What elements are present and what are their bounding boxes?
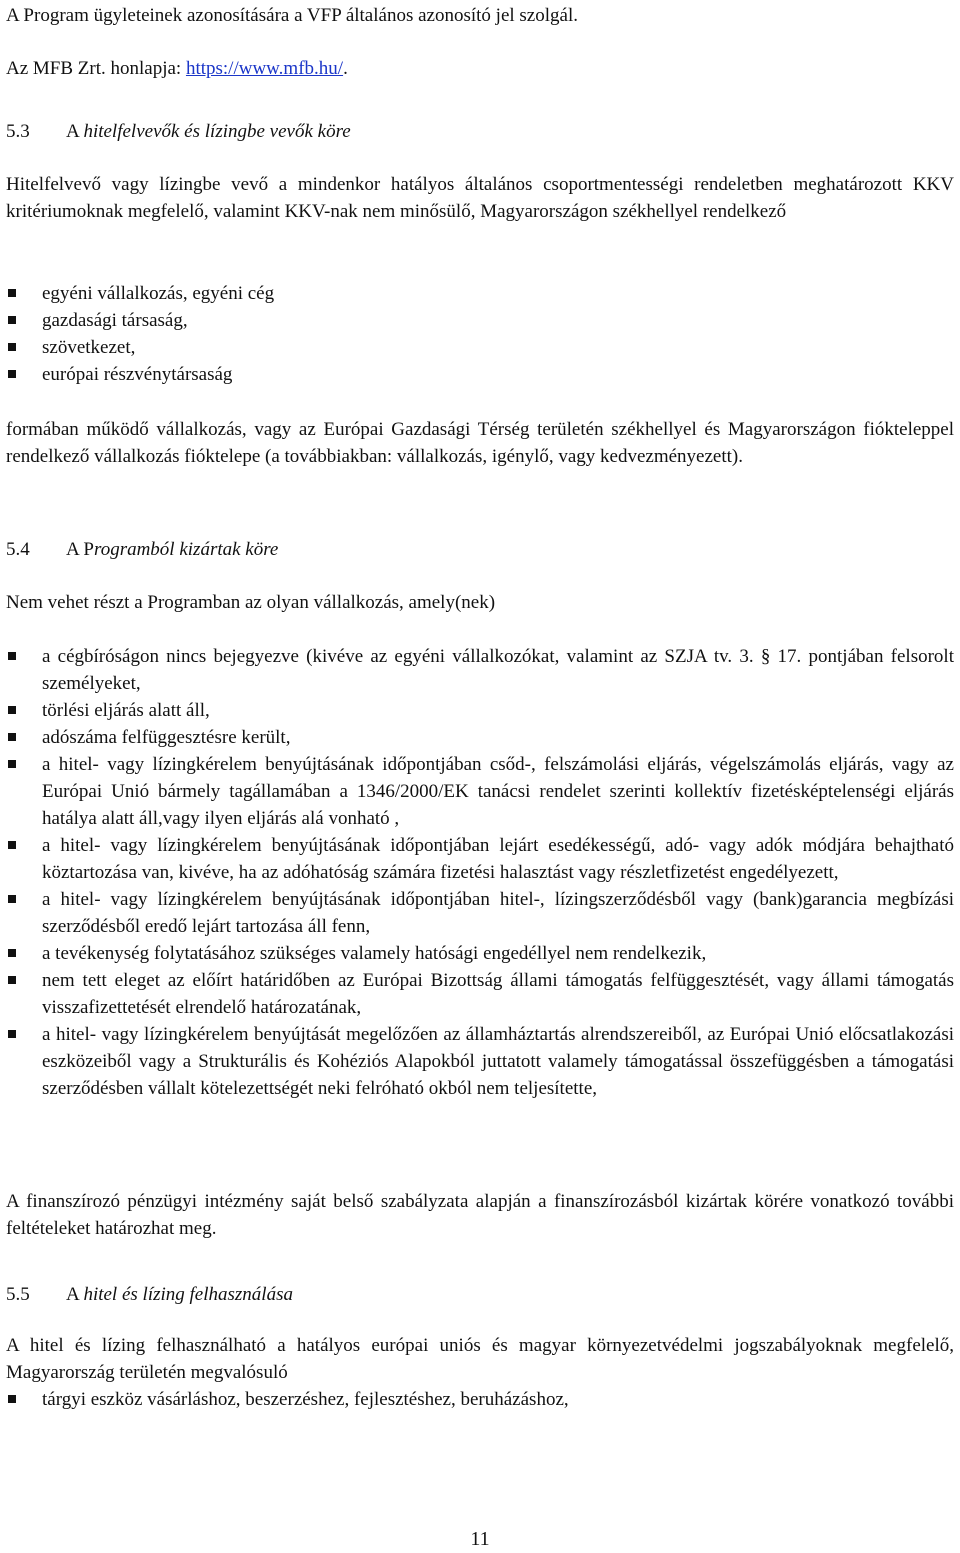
list-item: a hitel- vagy lízingkérelem benyújtásának időpontjában csőd-, felszámolási eljárás, végelszámolás eljárás, vagy az Európai Unió bármely tagállamában a 1346/2000/EK tanácsi rendelet szerinti kollektív fizetésképtelenségi eljárás hatálya alatt áll,vagy ilyen eljárás alá vonható ,: [6, 751, 954, 832]
list-item: európai részvénytársaság: [6, 361, 954, 388]
website-paragraph: [6, 55, 954, 82]
website-link[interactable]: https://www.mfb.hu/: [185, 58, 344, 79]
program-id-paragraph: [6, 2, 954, 29]
section-5-5-intro: A hitel és lízing felhasználható a hatályos európai uniós és magyar környezetvédelmi jogszabályoknak megfelelő, Magyarország területén megvalósuló: [6, 1335, 954, 1383]
section-5-3-closing: formában működő vállalkozás, vagy az Európai Gazdasági Térség területén székhellyel és Magyarországon fiókteleppel rendelkező vállalkozás fióktelepe (a továbbiakban: vállalkozás, igénylő, vagy kedvezményezett).: [6, 419, 954, 467]
program-id-text: A Program ügyleteinek azonosítására a VFP általános azonosító jel szolgál.: [6, 5, 578, 26]
list-item: a hitel- vagy lízingkérelem benyújtását megelőzően az államháztartás alrendszereiből, az Európai Unió előcsatlakozási eszközeiből vagy a Strukturális és Kohéziós Alapokból juttatott valamely támogatással összefüggésben a támogatási szerződésben vállalt kötelezettségét neki felróható okból nem teljesítette,: [6, 1021, 954, 1102]
section-number: 5.3: [6, 121, 30, 142]
section-title: A Programból kizártak köre: [66, 539, 279, 560]
website-prefix: Az MFB Zrt. honlapja:: [6, 58, 186, 79]
section-5-5-heading: [6, 1281, 954, 1308]
list-item: nem tett eleget az előírt határidőben az Európai Bizottság állami támogatás felfüggesztését, vagy állami támogatás visszafizettetését elrendelő határozatának,: [6, 967, 954, 1021]
list-item: a tevékenység folytatásához szükséges valamely hatósági engedéllyel nem rendelkezik,: [6, 940, 954, 967]
section-5-3-heading: [6, 118, 954, 145]
section-5-4-closing: A finanszírozó pénzügyi intézmény saját belső szabályzata alapján a finanszírozásból kizártak körére vonatkozó további feltételeket határozhat meg.: [6, 1191, 954, 1239]
website-suffix: .: [343, 58, 348, 79]
section-title: A hitel és lízing felhasználása: [66, 1284, 293, 1305]
section-title: A hitelfelvevők és lízingbe vevők köre: [66, 121, 351, 142]
list-item: tárgyi eszköz vásárláshoz, beszerzéshez, fejlesztéshez, beruházáshoz,: [6, 1386, 954, 1413]
list-item: szövetkezet,: [6, 334, 954, 361]
section-5-4-list: [6, 643, 954, 1102]
section-number: 5.4: [6, 539, 30, 560]
list-item: törlési eljárás alatt áll,: [6, 697, 954, 724]
section-5-3-intro: Hitelfelvevő vagy lízingbe vevő a mindenkor hatályos általános csoportmentességi rendeletben meghatározott KKV kritériumoknak megfelelő, valamint KKV-nak nem minősülő, Magyarországon székhellyel rendelkező: [6, 174, 954, 222]
list-item: egyéni vállalkozás, egyéni cég: [6, 280, 954, 307]
list-item: a hitel- vagy lízingkérelem benyújtásának időpontjában hitel-, lízingszerződésből vagy (bank)garancia megbízási szerződésből eredő lejárt tartozása áll fenn,: [6, 886, 954, 940]
page-number: 11: [470, 1528, 490, 1550]
section-5-5-list: [6, 1386, 954, 1413]
list-item: a hitel- vagy lízingkérelem benyújtásának időpontjában lejárt esedékességű, adó- vagy adók módjára behajtható köztartozása van, kivéve, ha az adóhatóság számára fizetési halasztást vagy részletfizetést engedélyezett,: [6, 832, 954, 886]
section-number: 5.5: [6, 1284, 30, 1305]
list-item: a cégbíróságon nincs bejegyezve (kivéve az egyéni vállalkozókat, valamint az SZJA tv. 3. § 17. pontjában felsorolt személyeket,: [6, 643, 954, 697]
list-item: adószáma felfüggesztésre került,: [6, 724, 954, 751]
list-item: gazdasági társaság,: [6, 307, 954, 334]
section-5-3-list: [6, 280, 954, 388]
section-5-4-intro: Nem vehet részt a Programban az olyan vállalkozás, amely(nek): [6, 592, 496, 613]
section-5-4-heading: [6, 536, 954, 563]
